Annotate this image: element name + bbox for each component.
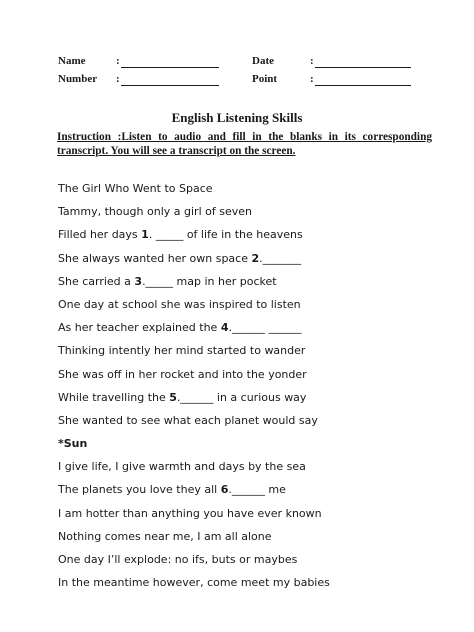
poem-line-text: She carried a	[58, 274, 135, 288]
poem-line-text: *Sun	[58, 437, 88, 451]
poem-line	[58, 344, 438, 367]
poem-line	[58, 483, 438, 506]
poem-line	[58, 391, 438, 414]
poem-line	[58, 228, 438, 251]
poem-line	[58, 368, 438, 391]
poem-line	[58, 507, 438, 530]
poem-line-text: Filled her days	[58, 228, 142, 242]
blank-number: 6	[220, 483, 229, 497]
number-colon: :	[116, 73, 120, 85]
poem-line-text: Nothing comes near me, I am all alone	[58, 529, 272, 543]
date-colon: :	[310, 55, 314, 67]
poem-line	[58, 530, 438, 553]
header-row-name-date	[58, 55, 418, 71]
fill-in-blank[interactable]: .______ ______	[228, 321, 302, 335]
poem-line	[58, 460, 438, 483]
point-label: Point	[252, 73, 278, 85]
name-field[interactable]	[121, 55, 219, 68]
poem-line	[58, 275, 438, 298]
poem-line	[58, 182, 438, 205]
poem-line-text: I give life, I give warmth and days by the sea	[58, 460, 306, 474]
instruction-text: Instruction :Listen to audio and fill in the blanks in its corresponding transcript. You will see a transcript on the screen.	[57, 131, 432, 157]
poem-line-text: She was off in her rocket and into the yonder	[58, 367, 307, 381]
poem-line	[58, 298, 438, 321]
blank-number: 3	[134, 274, 143, 288]
fill-in-blank[interactable]: . _____ of life in the heavens	[148, 228, 303, 242]
date-label: Date	[252, 55, 274, 67]
poem-line-text: The planets you love they all	[58, 483, 221, 497]
header-row-number-point	[58, 73, 418, 89]
poem-line-text: In the meantime however, come meet my babies	[58, 576, 330, 590]
fill-in-blank[interactable]: ._____ map in her pocket	[142, 274, 277, 288]
poem-line	[58, 576, 438, 599]
fill-in-blank[interactable]: .______ in a curious way	[176, 390, 307, 404]
poem-line-text: I am hotter than anything you have ever known	[58, 506, 322, 520]
poem-line	[58, 205, 438, 228]
poem-transcript	[58, 182, 438, 599]
poem-line-text: Thinking intently her mind started to wander	[58, 344, 306, 358]
page-title: English Listening Skills	[171, 110, 303, 125]
fill-in-blank[interactable]: ._______	[259, 251, 302, 265]
poem-line-text: Tammy, though only a girl of seven	[58, 205, 252, 219]
poem-line	[58, 437, 438, 460]
date-field[interactable]	[315, 55, 411, 68]
point-colon: :	[310, 73, 314, 85]
poem-line-text: While travelling the	[58, 390, 170, 404]
blank-number: 2	[251, 251, 260, 265]
blank-number: 4	[220, 321, 229, 335]
poem-line-text: She wanted to see what each planet would say	[58, 413, 318, 427]
number-label: Number	[58, 73, 98, 85]
poem-line-text: The Girl Who Went to Space	[58, 182, 213, 195]
poem-line-text: One day I’ll explode: no ifs, buts or maybes	[58, 553, 298, 566]
blank-number: 5	[169, 390, 177, 404]
name-label: Name	[58, 55, 86, 67]
fill-in-blank[interactable]: .______ me	[228, 483, 286, 497]
number-field[interactable]	[121, 73, 219, 86]
poem-line-text: She always wanted her own space	[58, 251, 252, 265]
point-field[interactable]	[315, 73, 411, 86]
blank-number: 1	[141, 228, 149, 242]
poem-line	[58, 252, 438, 275]
poem-line	[58, 321, 438, 344]
poem-line	[58, 414, 438, 437]
poem-line-text: As her teacher explained the	[58, 321, 221, 335]
name-colon: :	[116, 55, 120, 67]
poem-line	[58, 553, 438, 576]
poem-line-text: One day at school she was inspired to listen	[58, 297, 301, 311]
